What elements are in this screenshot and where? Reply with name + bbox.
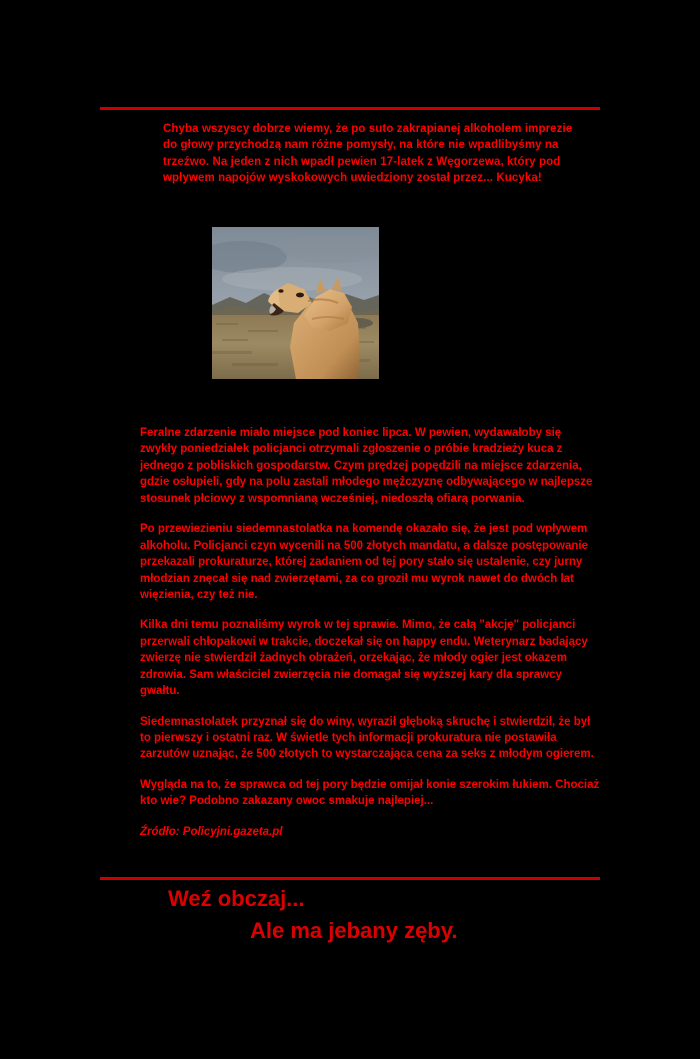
pony-photo [212, 227, 379, 379]
article-paragraph-4: Siedemnastolatek przyznał się do winy, wyraził głęboką skruchę i stwierdził, że był to pierwszy i ostatni raz. W świetle tych informacji prokuratura nie postawiła zarzutów uznając, że 500 złotych to wystarczająca cena za seks z młodym ogierem. [140, 715, 594, 761]
article-paragraph-3: Kilka dni temu poznaliśmy wyrok w tej sprawie. Mimo, że całą "akcję" policjanci przerwali chłopakowi w trakcie, doczekał się on happy endu. Weterynarz badający zwierzę nie stwierdził żadnych obrażeń, orzekając, że młody ogier jest okazem zdrowia. Sam właściciel zwierzęcia nie domagał się wyższej kary dla sprawcy gwałtu. [140, 619, 588, 698]
punchline-line-2: Ale ma jebany zęby. [250, 918, 458, 943]
divider-top [100, 107, 600, 110]
pony-photo-image [212, 227, 379, 379]
article-source: Źródło: Policyjni.gazeta.pl [140, 825, 283, 838]
intro-paragraph: Chyba wszyscy dobrze wiemy, że po suto zakrapianej alkoholem imprezie do głowy przychodzą nam różne pomysły, na które nie wpadlibyśmy na trzeźwo. Na jeden z nich wpadł pewien 17-latek z Węgorzewa, który pod wpływem napojów wyskokowych uwiedziony został przez... Kucyka! [163, 123, 573, 184]
article-paragraph-5: Wygląda na to, że sprawca od tej pory będzie omijał konie szerokim łukiem. Chociaż kto wie? Podobno zakazany owoc smakuje najlepiej... [140, 778, 600, 808]
article-paragraph-2: Po przewiezieniu siedemnastolatka na komendę okazało się, że jest pod wpływem alkoholu. Policjanci czyn wycenili na 500 złotych mandatu, a dalsze postępowanie przekazali prokuraturze, której zadaniem od tej pory stało się ustalenie, czy jurny młodzian znęcał się nad zwierzętami, za co groził mu wyrok nawet do dwóch lat więzienia, czy też nie. [140, 523, 588, 601]
article-body [140, 425, 600, 854]
divider-bottom [100, 877, 600, 880]
article-paragraph-1: Feralne zdarzenie miało miejsce pod koniec lipca. W pewien, wydawałoby się zwykły poniedziałek policjanci otrzymali zgłoszenie o próbie kradzieży kuca z jednego z pobliskich gospodarstw. Czym prędzej popędzili na miejsce zdarzenia, gdzie osłupieli, gdy na polu zastali młodego mężczyznę odbywającego w najlepsze stosunek płciowy z wspomnianą wcześniej, niedoszłą ofiarą porwania. [140, 427, 593, 505]
punchline-line-1: Weź obczaj... [168, 886, 305, 911]
